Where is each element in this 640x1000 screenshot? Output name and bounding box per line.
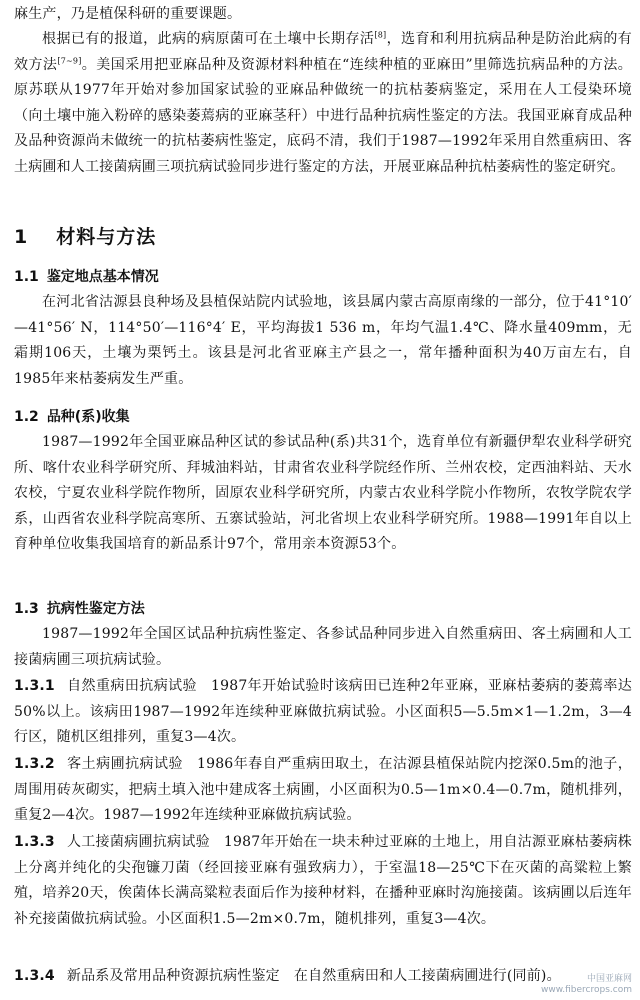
watermark-url: www.fibercrops.com xyxy=(541,985,632,995)
section-1-3-1: 1.3.1 自然重病田抗病试验 1987年开始试验时该病田已连种2年亚麻，亚麻枯萎病的萎蔫率达50%以上。该病田1987—1992年连续种亚麻做抗病试验。小区面积5—5.5m×1—1.2m，3—4行区，随机区组排列，重复3—4次。 xyxy=(14,678,632,745)
section-1-3-3: 1.3.3 人工接菌病圃抗病试验 1987年开始在一块未种过亚麻的土地上，用自沽源亚麻枯萎病株上分离并纯化的尖孢镰刀菌（经回接亚麻有强致病力），于室温18—25℃下在灭菌的高粱粒上繁殖，培养20天，俟菌体长满高粱粒表面后作为接种材料，在播种亚麻时沟施接菌。该病圃以后连年补充接菌做抗病试验。小区面积1.5—2m×0.7m，随机排列，重复3—4次。 xyxy=(14,834,632,927)
section-heading-1: 1 材料与方法 xyxy=(14,226,157,248)
site-watermark xyxy=(541,974,632,996)
intro-line: 麻生产，乃是植保科研的重要课题。 xyxy=(14,6,242,22)
section-1-3-text: 1987—1992年全国区试品种抗病性鉴定、各参试品种同步进入自然重病田、客土病圃和人工接菌病圃三项抗病试验。 xyxy=(14,626,632,668)
section-1-2-text: 1987—1992年全国亚麻品种区试的参试品种(系)共31个，选育单位有新疆伊犁农业科学研究所、喀什农业科学研究所、拜城油料站，甘肃省农业科学院经作所、兰州农校，定西油料站、天水农校，宁夏农业科学院作物所，固原农业科学研究所，内蒙古农业科学院小作物所，农牧学院农学系，山西省农业科学院高寒所、五寨试验站，河北省坝上农业科学研究所。1988—1991年自以上育种单位收集我国培育的新品系计97个，常用亲本资源53个。 xyxy=(14,434,632,552)
section-heading-1-3: 1.3 抗病性鉴定方法 xyxy=(14,601,145,617)
watermark-title: 中国亚麻网 xyxy=(586,974,632,984)
section-heading-1-2: 1.2 品种(系)收集 xyxy=(14,409,130,425)
section-1-1-text: 在河北省沽源县良种场及县植保站院内试验地，该县属内蒙古高原南缘的一部分，位于41°10′—41°56′ N，114°50′—116°4′ E，平均海拔1 536 m，年均气温1.4℃、降水量409mm，无霜期106天，土壤为栗钙土。该县是河北省亚麻主产县之一，常年播种面积为40万亩左右，自1985年来枯萎病发生严重。 xyxy=(14,294,632,387)
citation-ref: [8] xyxy=(374,30,387,40)
section-heading-1-1: 1.1 鉴定地点基本情况 xyxy=(14,269,159,285)
citation-ref: [7~9] xyxy=(57,55,82,65)
section-1-3-4: 1.3.4 新品系及常用品种资源抗病性鉴定 在自然重病田和人工接菌病圃进行(同前)。 xyxy=(14,968,561,984)
section-1-3-2: 1.3.2 客土病圃抗病试验 1986年春自严重病田取土，在沽源县植保站院内挖深0.5m的池子，周围用砖灰砌实，把病土填入池中建成客土病圃，小区面积为0.5—1m×0.4—0.7m，随机排列，重复2—4次。1987—1992年连续种亚麻做抗病试验。 xyxy=(14,756,632,823)
intro-paragraph: 根据已有的报道，此病的病原菌可在土壤中长期存活[8]，选育和利用抗病品种是防治此病的有效方法[7~9]。美国采用把亚麻品种及资源材料种植在“连续种植的亚麻田”里筛选抗病品种的方法。原苏联从1977年开始对参加国家试验的亚麻品种做统一的抗枯萎病鉴定，采用在人工侵染环境（向土壤中施入粉碎的感染萎蔫病的亚麻茎秆）中进行品种抗病性鉴定的方法。我国亚麻育成品种及品种资源尚未做统一的抗枯萎病性鉴定，底码不清，我们于1987—1992年采用自然重病田、客土病圃和人工接菌病圃三项抗病试验同步进行鉴定的方法，开展亚麻品种抗枯萎病性的鉴定研究。 xyxy=(14,30,632,175)
